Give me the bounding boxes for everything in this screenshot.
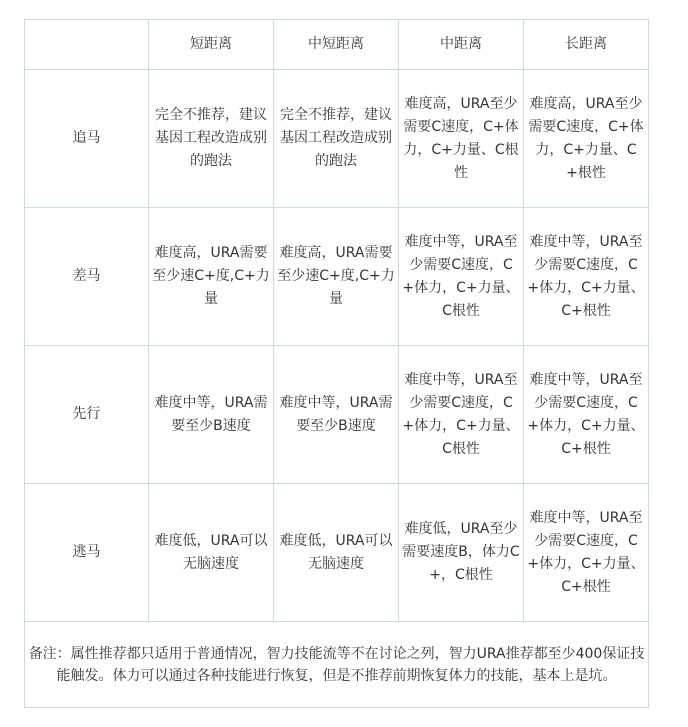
table-cell: 难度高，URA需要至少速C+度,C+力量 — [149, 208, 274, 346]
table-cell: 难度中等，URA至少需要C速度，C+体力，C+力量、C+根性 — [524, 484, 649, 622]
table-cell: 难度高，URA需要至少速C+度,C+力量 — [274, 208, 399, 346]
corner-cell — [25, 20, 149, 70]
table-cell: 难度中等，URA需要至少B速度 — [274, 346, 399, 484]
note-row — [25, 622, 649, 708]
table-cell: 难度低，URA可以无脑速度 — [274, 484, 399, 622]
header-long-distance: 长距离 — [524, 20, 649, 70]
row-label-stalker: 差马 — [25, 208, 149, 346]
header-middle-distance: 中距离 — [399, 20, 524, 70]
table-cell: 难度高，URA至少需要C速度，C+体力，C+力量、C+根性 — [524, 70, 649, 208]
table-cell: 难度中等，URA至少需要C速度，C+体力，C+力量、C+根性 — [524, 208, 649, 346]
table-cell: 完全不推荐，建议基因工程改造成别的跑法 — [149, 70, 274, 208]
table-row — [25, 484, 649, 622]
strategy-table — [24, 19, 649, 708]
table-row — [25, 70, 649, 208]
row-label-leader: 先行 — [25, 346, 149, 484]
table-cell: 难度中等，URA至少需要C速度，C+体力，C+力量、C根性 — [399, 346, 524, 484]
table-cell: 难度低，URA可以无脑速度 — [149, 484, 274, 622]
table-cell: 难度低，URA至少需要速度B，体力C+，C根性 — [399, 484, 524, 622]
table-row — [25, 208, 649, 346]
header-short-distance: 短距离 — [149, 20, 274, 70]
table-cell: 难度中等，URA至少需要C速度，C+体力，C+力量、C+根性 — [524, 346, 649, 484]
table-cell: 完全不推荐，建议基因工程改造成别的跑法 — [274, 70, 399, 208]
table-cell: 难度高，URA至少需要C速度，C+体力，C+力量、C根性 — [399, 70, 524, 208]
note-text: 备注：属性推荐都只适用于普通情况，智力技能流等不在讨论之列，智力URA推荐都至少400保证技能触发。体力可以通过各种技能进行恢复，但是不推荐前期恢复体力的技能，基本上是坑。 — [25, 622, 649, 708]
table-cell: 难度中等，URA需要至少B速度 — [149, 346, 274, 484]
header-row — [25, 20, 649, 70]
table-row — [25, 346, 649, 484]
row-label-runner: 逃马 — [25, 484, 149, 622]
table-cell: 难度中等，URA至少需要C速度，C+体力，C+力量、C根性 — [399, 208, 524, 346]
row-label-closer: 追马 — [25, 70, 149, 208]
header-mile-distance: 中短距离 — [274, 20, 399, 70]
